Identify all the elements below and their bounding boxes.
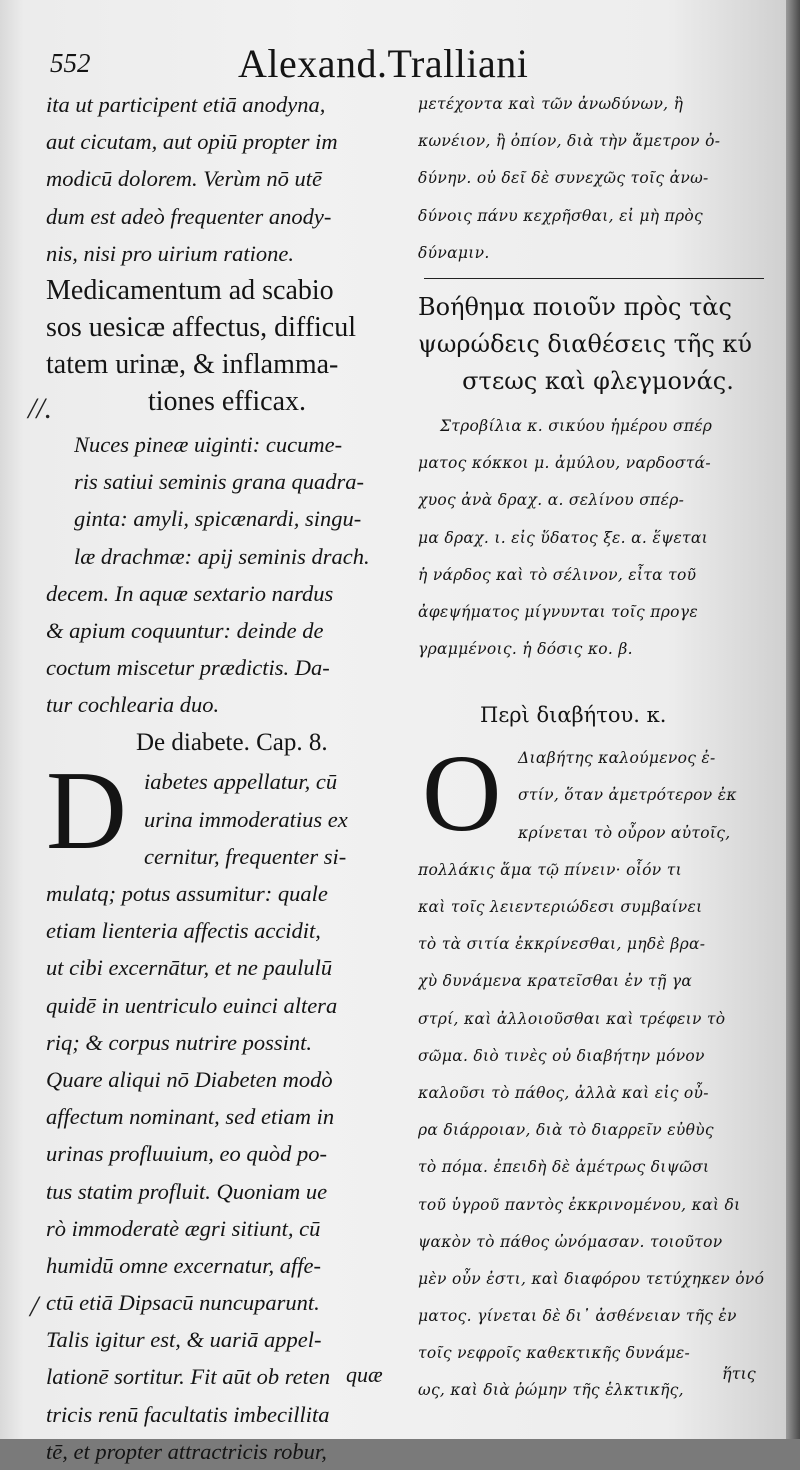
- text-line: καὶ τοῖς λειεντεριώδεσι συμβαίνει: [418, 898, 703, 916]
- text-line: κρίνεται τὸ οὖρον αὐτοῖς,: [518, 823, 731, 842]
- latin-chapter-opening: [46, 749, 408, 875]
- greek-recipe-title: [418, 289, 778, 400]
- text-line: affectum nominant, sed etiam in: [46, 1104, 335, 1130]
- greek-column: [418, 86, 778, 1410]
- text-line: ως, καὶ διὰ ῥώμην τῆς ἑλκτικῆς,: [418, 1381, 684, 1400]
- text-line: Talis igitur est, & uariā appel-: [46, 1327, 322, 1353]
- text-line: urina immoderatius ex: [144, 806, 348, 832]
- text-line: ματος κόκκοι μ. ἀμύλου, ναρδοστά-: [418, 454, 711, 473]
- recipe-title-line: Βοήθημα ποιοῦν πρὸς τὰς: [418, 292, 732, 321]
- text-line: cernitur, frequenter si-: [144, 843, 347, 869]
- page-header: [50, 40, 750, 90]
- text-line: ἡ νάρδος καὶ τὸ σέλινον, εἶτα τοῦ: [418, 565, 697, 584]
- text-line: & apium coquuntur: deinde de: [46, 617, 324, 643]
- greek-recipe: [418, 408, 778, 668]
- text-line: modicū dolorem. Verùm nō utē: [46, 166, 322, 192]
- greek-chapter-opening: [418, 732, 778, 855]
- text-line: τὸ τὰ σιτία ἐκκρίνεσθαι, μηδὲ βρα-: [418, 935, 706, 954]
- text-line: κωνέιον, ἢ ὀπίον, διὰ τὴν ἄμετρον ὀ-: [418, 132, 721, 151]
- text-line: γραμμένοις. ἡ δόσις κο. β.: [418, 640, 633, 659]
- text-line: mulatq; potus assumitur: quale: [46, 881, 328, 906]
- recipe-title-line: tatem urinæ, & inflamma-: [46, 348, 339, 380]
- text-line: σῶμα. διὸ τινὲς οὐ διαβήτην μόνον: [418, 1046, 705, 1065]
- text-line: τοῖς νεφροῖς καθεκτικῆς δυνάμε-: [418, 1344, 691, 1363]
- text-line: quidē in uentriculo euinci altera: [46, 992, 338, 1018]
- text-line: urinas profluuium, eo quòd po-: [46, 1141, 328, 1167]
- text-line: nis, nisi pro uirium ratione.: [46, 240, 294, 266]
- greek-catchword: ἥτις: [722, 1364, 756, 1383]
- drop-cap: Ο: [422, 732, 502, 855]
- latin-catchword: quæ: [346, 1362, 383, 1387]
- latin-recipe-title: [46, 272, 408, 420]
- text-line: tur cochlearia duo.: [46, 692, 220, 718]
- text-line: iabetes appellatur, cū: [144, 769, 338, 795]
- book-gutter: [786, 0, 800, 1439]
- chapter-heading: Περὶ διαβήτου. κ.: [480, 703, 667, 728]
- text-line: tus statim profluit. Quoniam ue: [46, 1178, 328, 1204]
- text-line: decem. In aquæ sextario nardus: [46, 580, 334, 606]
- recipe-title-line: στεως καὶ φλεγμονάς.: [462, 366, 734, 395]
- text-line: etiam lienteria affectis accidit,: [46, 918, 321, 944]
- text-line: Διαβήτης καλούμενος ἐ-: [518, 749, 716, 768]
- text-line: ginta: amyli, spicænardi, singu-: [74, 506, 362, 532]
- text-line: στίν, ὅταν ἀμετρότερον ἐκ: [518, 786, 737, 805]
- margin-mark: //.: [28, 392, 53, 425]
- text-line: ψακὸν τὸ πάθος ὠνόμασαν. τοιοῦτον: [418, 1232, 723, 1251]
- text-line: τὸ πόμα. ἐπειδὴ δὲ ἀμέτρως διψῶσι: [418, 1158, 710, 1177]
- text-line: ita ut participent etiā anodyna,: [46, 92, 326, 117]
- column-divider: [409, 80, 410, 1400]
- text-line: πολλάκις ἅμα τῷ πίνειν· οἷόν τι: [418, 860, 682, 879]
- text-line: humidū omne excernatur, affe-: [46, 1252, 321, 1278]
- text-line: μα δραχ. ι. εἰς ὕδατος ξε. α. ἕψεται: [418, 528, 709, 547]
- text-line: δύναμιν.: [418, 243, 490, 262]
- text-line: Nuces pineæ uiginti: cucume-: [74, 431, 343, 457]
- text-line: riq; & corpus nutrire possint.: [46, 1029, 313, 1055]
- text-line: ctū etiā Dipsacū nuncuparunt.: [46, 1290, 320, 1316]
- text-line: rò immoderatè ægri sitiunt, cū: [46, 1215, 321, 1241]
- text-line: ut cibi excernātur, et ne paululū: [46, 955, 333, 981]
- text-line: tricis renū facultatis imbecillita: [46, 1401, 330, 1427]
- recipe-title-line: tiones efficax.: [147, 385, 307, 417]
- text-line: ris satiui seminis grana quadra-: [74, 469, 365, 495]
- page-number: 552: [50, 48, 91, 78]
- recipe-title-line: sos uesicæ affectus, difficul: [46, 311, 357, 343]
- margin-mark: /: [30, 1290, 39, 1323]
- text-line: aut cicutam, aut opiū propter im: [46, 129, 338, 155]
- text-line: καλοῦσι τὸ πάθος, ἀλλὰ καὶ εἰς οὖ-: [418, 1083, 709, 1102]
- recipe-title-line: ψωρώδεις διαθέσεις τῆς κύ: [418, 329, 752, 358]
- text-line: δύνοις πάνυ κεχρῆσθαι, εἰ μὴ πρὸς: [418, 206, 704, 225]
- text-line: χὺ δυνάμενα κρατεῖσθαι ἐν τῇ γα: [418, 972, 693, 991]
- text-line: χυος ἀνὰ δραχ. α. σελίνου σπέρ-: [418, 491, 685, 510]
- text-line: læ drachmæ: apij seminis drach.: [74, 543, 370, 569]
- chapter-heading: De diabete. Cap. 8.: [136, 729, 328, 757]
- recipe-title-line: Medicamentum ad scabio: [46, 274, 334, 306]
- text-line: μετέχοντα καὶ τῶν ἀνωδύνων, ἢ: [418, 95, 684, 113]
- text-line: coctum miscetur prædictis. Da-: [46, 655, 330, 681]
- text-line: ἀφεψήματος μίγνυνται τοῖς προγε: [418, 602, 698, 621]
- greek-chapter-body: [418, 852, 778, 1410]
- text-line: Στροβίλια κ. σικύου ἡμέρου σπέρ: [440, 416, 713, 435]
- latin-column: [46, 86, 408, 1470]
- text-line: lationē sortitur. Fit aūt ob reten: [46, 1364, 331, 1390]
- text-line: στρί, καὶ ἀλλοιοῦσθαι καὶ τρέφειν τὸ: [418, 1009, 726, 1028]
- text-line: tē, et propter attractricis robur,: [46, 1438, 327, 1464]
- greek-top-paragraph: [418, 86, 778, 272]
- text-line: Quare aliqui nō Diabeten modò: [46, 1066, 333, 1092]
- running-title: Alexand.Tralliani: [238, 41, 529, 86]
- rule-line: [424, 278, 764, 279]
- text-line: δύνην. οὐ δεῖ δὲ συνεχῶς τοῖς ἀνω-: [418, 169, 709, 188]
- latin-top-paragraph: [46, 86, 408, 272]
- latin-recipe: [46, 426, 408, 575]
- text-line: ματος. γίνεται δὲ δι᾽ ἀσθένειαν τῆς ἐν: [418, 1307, 737, 1326]
- text-line: dum est adeò frequenter anody-: [46, 203, 332, 229]
- text-line: τοῦ ὑγροῦ παντὸς ἐκκρινομένου, καὶ δι: [418, 1195, 741, 1214]
- text-line: μὲν οὖν ἐστι, καὶ διαφόρου τετύχηκεν ὀνό: [418, 1269, 765, 1288]
- latin-recipe-cont: [46, 575, 408, 724]
- drop-cap: D: [46, 749, 127, 874]
- text-line: ρα διάρροιαν, διὰ τὸ διαρρεῖν εὐθὺς: [418, 1121, 714, 1140]
